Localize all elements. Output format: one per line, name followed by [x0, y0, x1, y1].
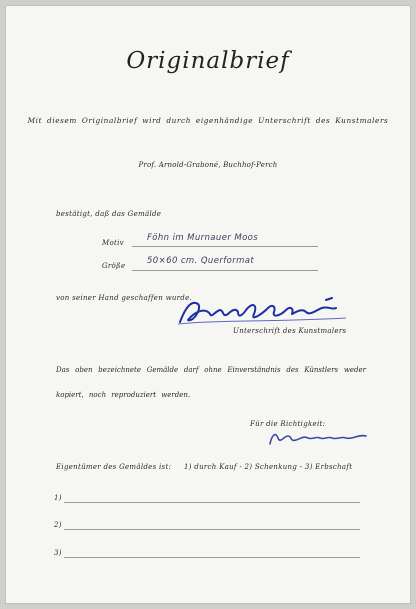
size-line: [132, 270, 318, 271]
artist-name: Prof. Arnold-Graboné, Buchhof-Perch: [138, 161, 278, 169]
motif-value: Föhn im Murnauer Moos: [147, 233, 259, 243]
motif-line: [132, 246, 318, 247]
motif-label: Motiv: [102, 239, 124, 247]
owner-line-1[interactable]: [64, 502, 360, 503]
owner-line-2-label: 2): [54, 521, 62, 529]
owner-line-3-label: 3): [54, 549, 62, 557]
document-title: Originalbrief: [126, 48, 290, 74]
size-value: 50×60 cm. Querformat: [147, 256, 255, 266]
confirms-text: bestätigt, daß das Gemälde: [56, 210, 162, 218]
owners-label: Eigentümer des Gemäldes ist:: [56, 463, 172, 471]
notice-text: Das oben bezeichnete Gemälde darf ohne Einverständnis des Künstlers weder kopiert, noch reproduziert werden.: [56, 366, 366, 399]
signature-caption: Unterschrift des Kunstmalers: [233, 327, 347, 335]
owner-line-2[interactable]: [64, 529, 360, 530]
owner-line-3[interactable]: [64, 557, 360, 558]
owners-options: 1) durch Kauf - 2) Schenkung - 3) Erbschaft: [184, 463, 353, 471]
owner-line-1-label: 1): [54, 494, 62, 502]
intro-text: Mit diesem Originalbrief wird durch eigenhändige Unterschrift des Kunstmalers: [27, 116, 389, 125]
certifier-signature: [266, 428, 376, 450]
size-label: Größe: [102, 262, 126, 270]
certified-label: Für die Richtigkeit:: [250, 420, 326, 428]
created-by-text: von seiner Hand geschaffen wurde.: [56, 294, 193, 302]
